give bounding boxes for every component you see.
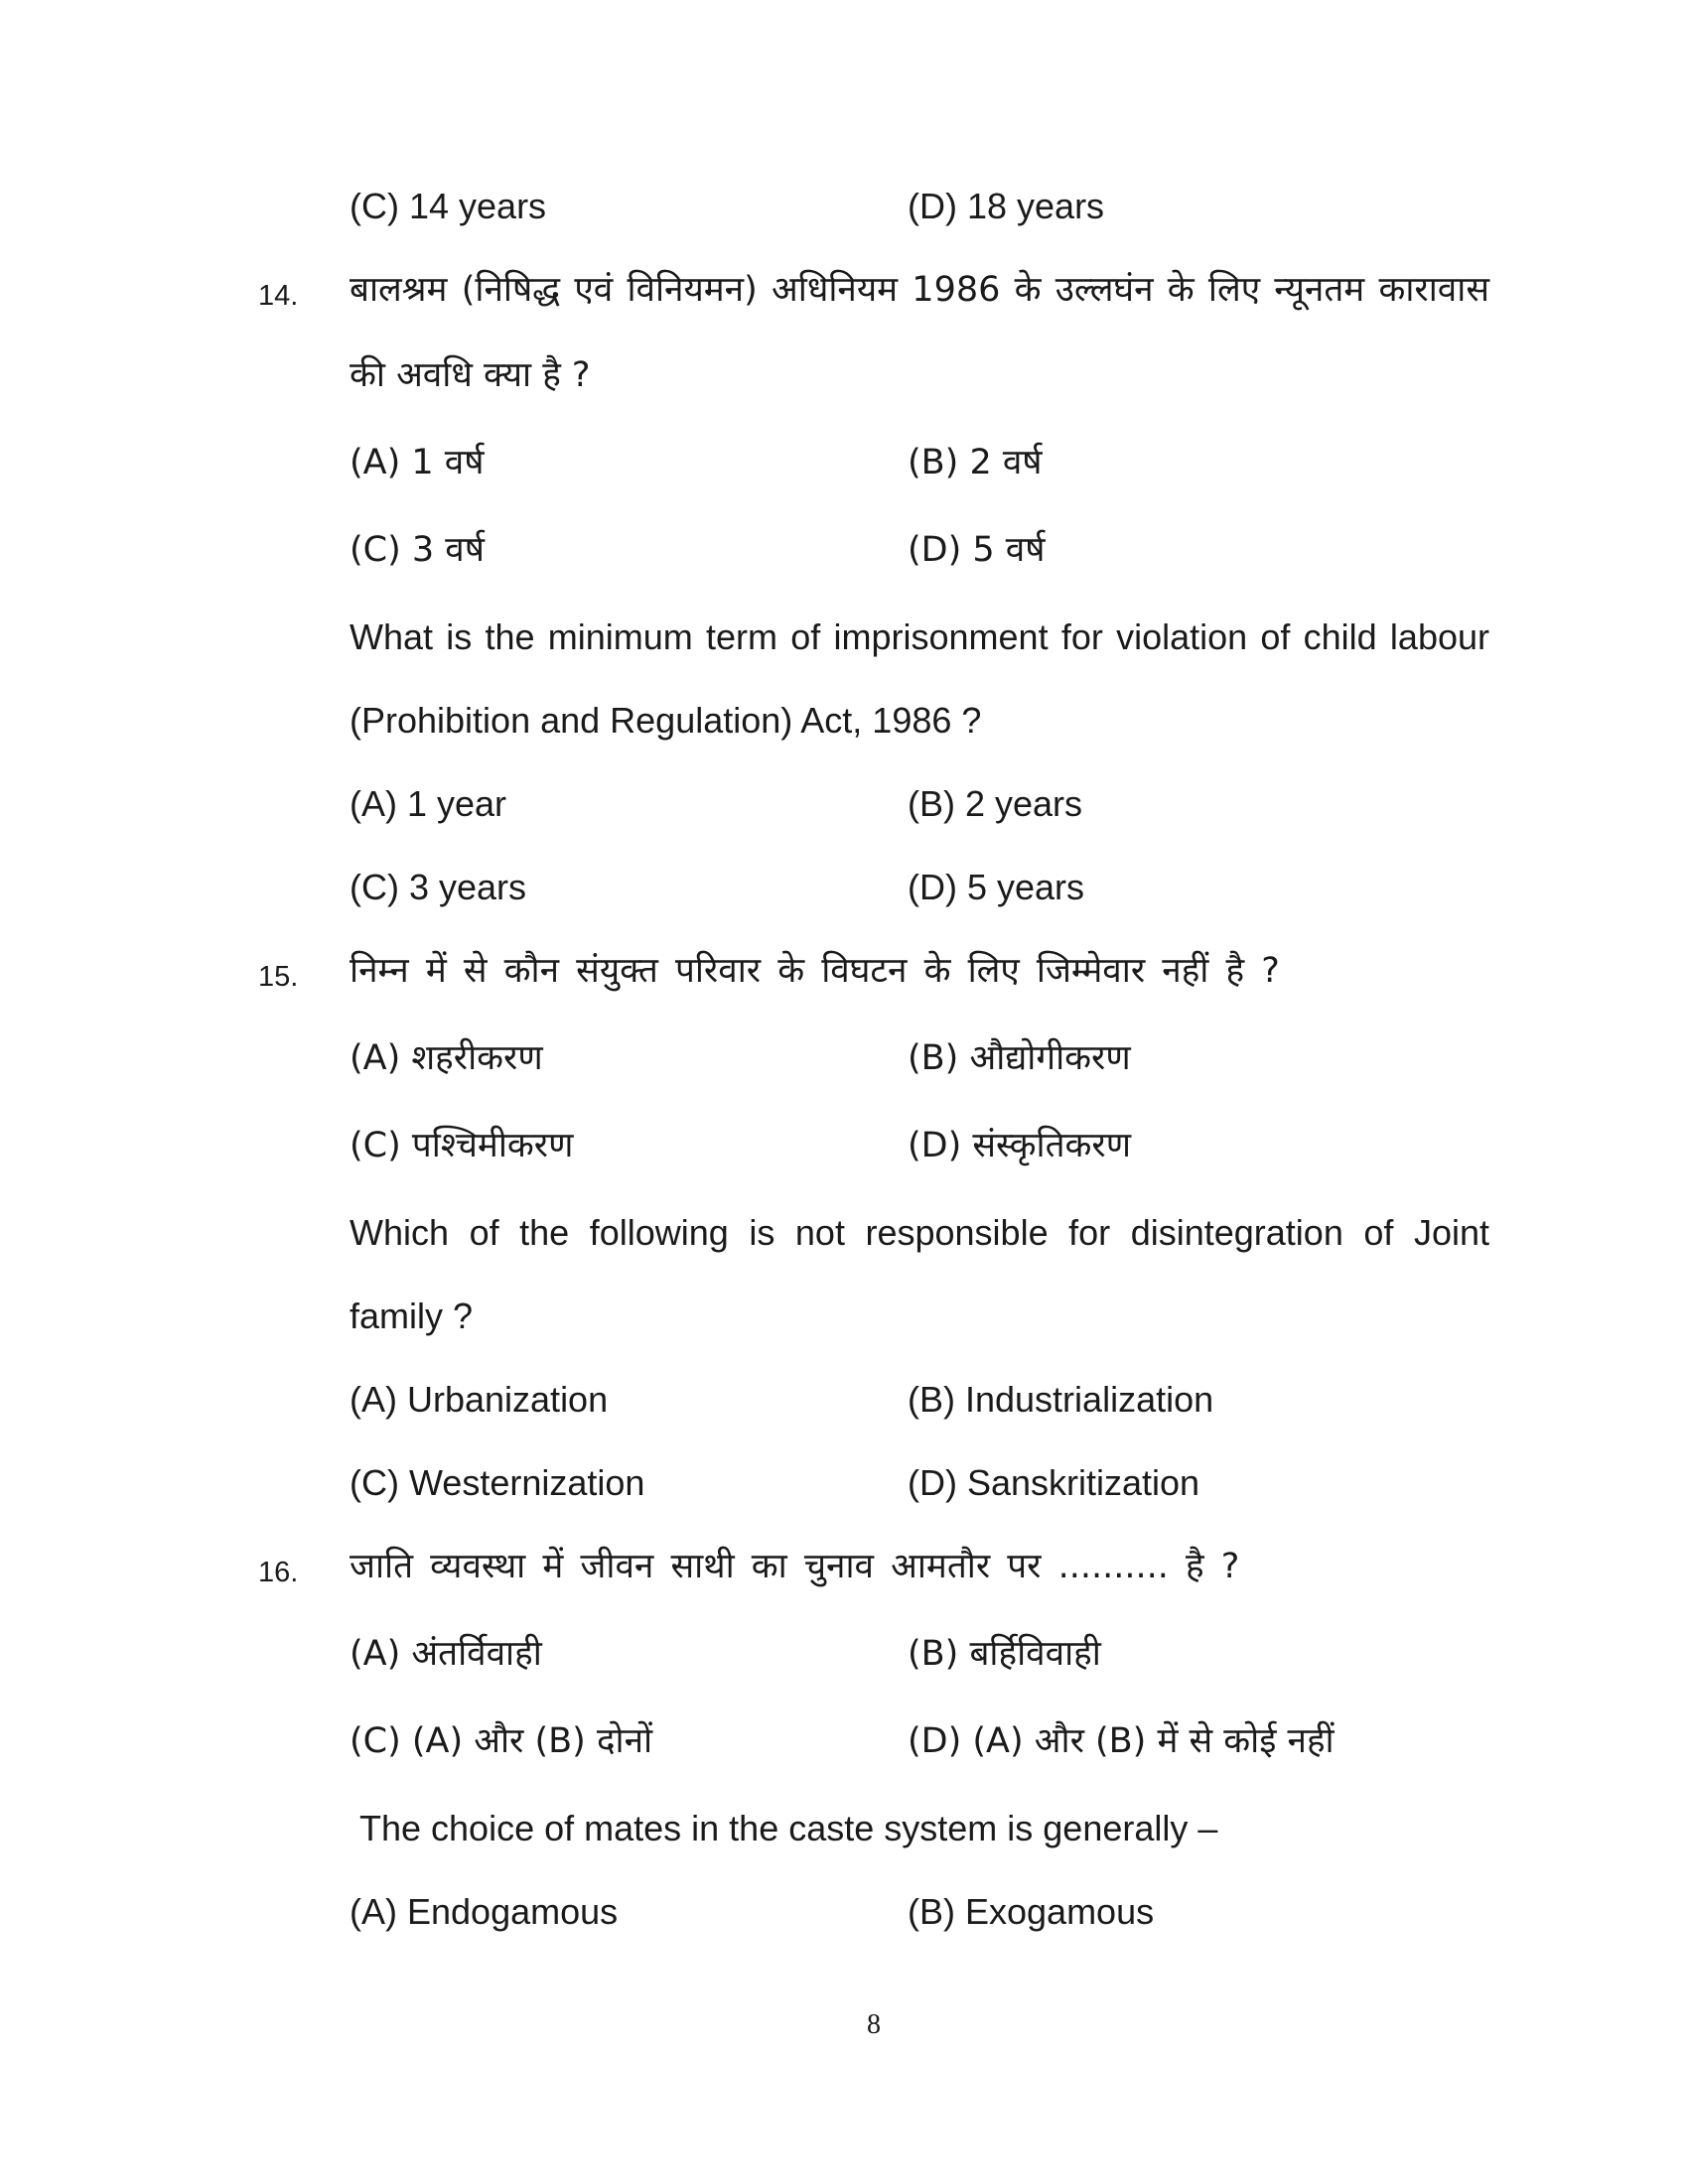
q16-option-b: (B) Exogamous	[908, 1891, 1155, 1932]
q15-number: 15.	[258, 961, 299, 993]
q16-hindi-option-d: (D) (A) और (B) में से कोई नहीं	[908, 1721, 1335, 1761]
page-number: 8	[867, 2009, 881, 2040]
q14-option-b: (B) 2 years	[908, 783, 1083, 824]
q14-hindi-question-line1: बालश्रम (निषिद्ध एवं विनियमन) अधिनियम 1986 के उल्लघंन के लिए न्यूनतम कारावास	[350, 270, 1489, 310]
q14-option-d: (D) 5 years	[908, 867, 1085, 907]
q15-option-b: (B) Industrialization	[908, 1379, 1214, 1420]
q15-hindi-option-a: (A) शहरीकरण	[350, 1038, 543, 1078]
q14-english-question-line1: What is the minimum term of imprisonment for violation of child labour	[350, 616, 1489, 657]
q14-hindi-option-a: (A) 1 वर्ष	[350, 443, 485, 482]
q14-option-c: (C) 3 years	[350, 867, 527, 907]
q15-option-d: (D) Sanskritization	[908, 1462, 1200, 1503]
q15-option-c: (C) Westernization	[350, 1462, 645, 1503]
q14-hindi-question-line2: की अवधि क्या है ?	[350, 355, 591, 395]
q14-number: 14.	[258, 280, 299, 312]
q16-hindi-option-c: (C) (A) और (B) दोनों	[350, 1721, 653, 1761]
q13-option-d: (D) 18 years	[908, 186, 1105, 226]
q15-hindi-question: निम्न में से कौन संयुक्त परिवार के विघटन के लिए जिम्मेवार नहीं है ?	[350, 951, 1280, 991]
q16-hindi-option-b: (B) बर्हिविवाही	[908, 1634, 1101, 1674]
q16-hindi-question: जाति व्यवस्था में जीवन साथी का चुनाव आमतौर पर .......... है ?	[350, 1547, 1240, 1586]
q14-hindi-option-b: (B) 2 वर्ष	[908, 443, 1043, 482]
q15-english-question-line1: Which of the following is not responsible for disintegration of Joint	[350, 1212, 1489, 1253]
q15-hindi-option-b: (B) औद्योगीकरण	[908, 1038, 1131, 1078]
q16-english-question: The choice of mates in the caste system is generally –	[359, 1808, 1218, 1848]
q15-hindi-option-c: (C) पश्चिमीकरण	[350, 1126, 574, 1165]
q15-english-question-line2: family ?	[350, 1296, 474, 1336]
q15-hindi-option-d: (D) संस्कृतिकरण	[908, 1126, 1132, 1165]
q14-hindi-option-d: (D) 5 वर्ष	[908, 530, 1046, 570]
q15-option-a: (A) Urbanization	[350, 1379, 609, 1420]
q14-hindi-option-c: (C) 3 वर्ष	[350, 530, 485, 570]
q16-option-a: (A) Endogamous	[350, 1891, 619, 1932]
q13-option-c: (C) 14 years	[350, 186, 547, 226]
q14-english-question-line2: (Prohibition and Regulation) Act, 1986 ?	[350, 700, 982, 741]
q16-hindi-option-a: (A) अंतर्विवाही	[350, 1634, 542, 1674]
q14-option-a: (A) 1 year	[350, 783, 507, 824]
q16-number: 16.	[258, 1557, 299, 1588]
